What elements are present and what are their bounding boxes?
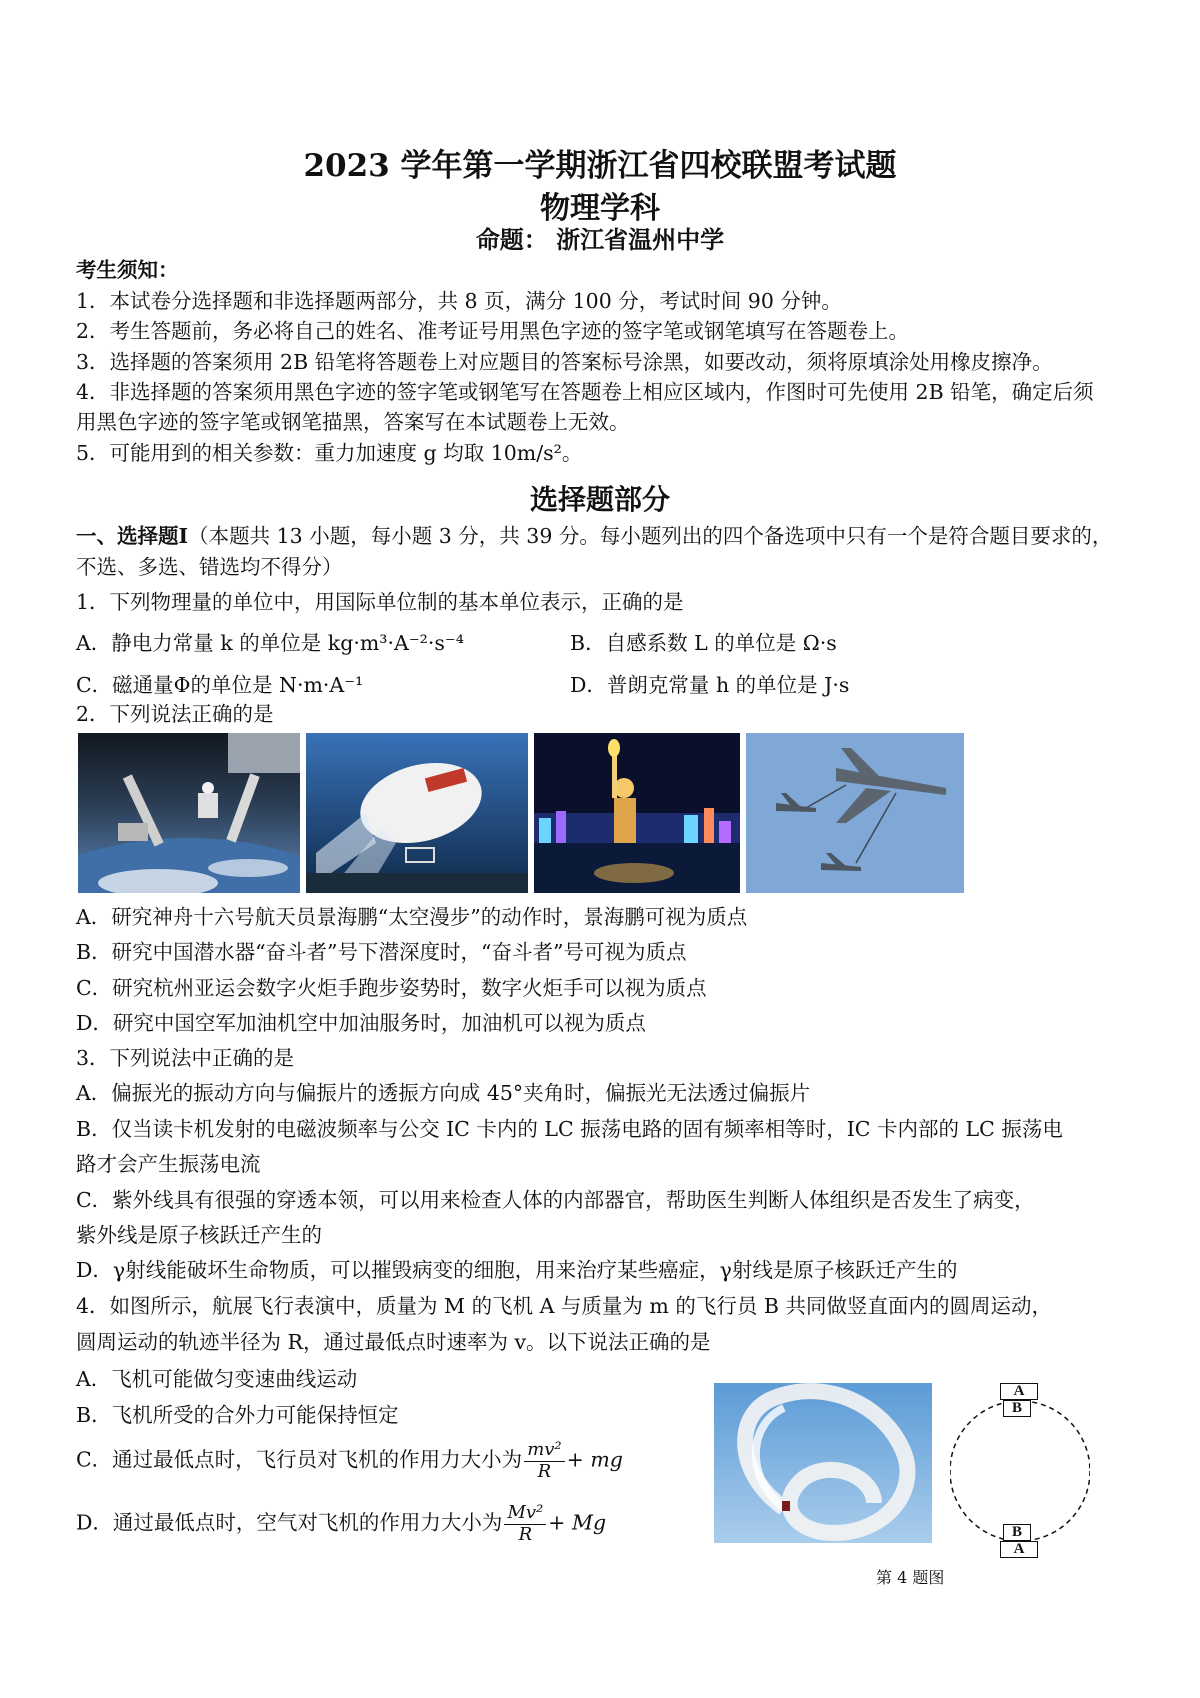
torchbearer-photo: [534, 733, 740, 893]
exam-title: 2023 学年第一学期浙江省四校联盟考试题: [303, 148, 897, 184]
q4-option-c-fraction: [524, 1440, 564, 1482]
q4-option-b: B．飞机所受的合外力可能保持恒定: [76, 1403, 399, 1427]
pilot-b-bottom-box: B: [1003, 1524, 1031, 1541]
q1-option-c: C．磁通量Φ的单位是 N·m·A⁻¹: [76, 673, 364, 697]
q1-option-b: B．自感系数 L 的单位是 Ω·s: [570, 631, 837, 655]
refueling-photo: [746, 733, 964, 893]
q3-stem: 3．下列说法中正确的是: [76, 1046, 295, 1070]
q4-option-d: [76, 1503, 606, 1545]
q2-stem: 2．下列说法正确的是: [76, 702, 274, 726]
q4-option-c-tail: + mg: [566, 1447, 623, 1472]
q2-option-d: D．研究中国空军加油机空中加油服务时，加油机可以视为质点: [76, 1011, 646, 1035]
q4-stem-cont: 圆周运动的轨迹半径为 R，通过最低点时速率为 v。以下说法正确的是: [76, 1330, 711, 1354]
q4-option-a: A．飞机可能做匀变速曲线运动: [76, 1367, 358, 1391]
part1-desc: （本题共 13 小题，每小题 3 分，共 39 分。每小题列出的四个备选项中只有一个是符合题目要求的，: [188, 524, 1113, 548]
q3-option-b-cont: 路才会产生振荡电流: [76, 1152, 261, 1176]
q3-option-b: B．仅当读卡机发射的电磁波频率与公交 IC 卡内的 LC 振荡电路的固有频率相等时，IC 卡内部的 LC 振荡电: [76, 1117, 1063, 1141]
q4-option-d-denominator: R: [518, 1523, 533, 1545]
submersible-photo: [306, 733, 528, 893]
notice-item: 用黑色字迹的签字笔或钢笔描黑，答案写在本试题卷上无效。: [76, 410, 630, 434]
pilot-b-top-box: B: [1003, 1400, 1031, 1417]
q2-option-a: A．研究神舟十六号航天员景海鹏“太空漫步”的动作时，景海鹏可视为质点: [76, 905, 748, 929]
section-title: 选择题部分: [529, 483, 670, 516]
subject-title: 物理学科: [540, 191, 660, 226]
part1-desc-2: 不选、多选、错选均不得分）: [76, 555, 343, 579]
q2-option-b: B．研究中国潜水器“奋斗者”号下潜深度时，“奋斗者”号可视为质点: [76, 940, 687, 964]
plane-a-bottom-box: A: [1000, 1541, 1038, 1558]
notice-heading: 考生须知：: [76, 258, 179, 282]
notice-item: 3．选择题的答案须用 2B 铅笔将答题卷上对应题目的答案标号涂黑，如要改动，须将原填涂处用橡皮擦净。: [76, 350, 1053, 374]
q2-option-c: C．研究杭州亚运会数字火炬手跑步姿势时，数字火炬手可以视为质点: [76, 976, 707, 1000]
q4-stem: 4．如图所示，航展飞行表演中，质量为 M 的飞机 A 与质量为 m 的飞行员 B 共同做竖直面内的圆周运动，: [76, 1294, 1052, 1318]
q4-option-d-fraction: [504, 1503, 546, 1545]
q4-option-d-tail: + Mg: [548, 1510, 607, 1535]
q1-stem: 1．下列物理量的单位中，用国际单位制的基本单位表示，正确的是: [76, 590, 684, 614]
q4-option-d-text: D．通过最低点时，空气对飞机的作用力大小为: [76, 1510, 503, 1535]
q3-option-a: A．偏振光的振动方向与偏振片的透振方向成 45°夹角时，偏振光无法透过偏振片: [76, 1081, 811, 1105]
q4-option-c-numerator: mv²: [524, 1440, 564, 1462]
q4-option-c-text: C．通过最低点时，飞行员对飞机的作用力大小为: [76, 1447, 523, 1472]
q3-option-c-cont: 紫外线是原子核跃迁产生的: [76, 1223, 322, 1247]
notice-item: 2．考生答题前，务必将自己的姓名、准考证号用黑色字迹的签字笔或钢笔填写在答题卷上。: [76, 319, 910, 343]
q4-option-d-numerator: Mv²: [504, 1503, 546, 1525]
notice-item: 5．可能用到的相关参数：重力加速度 g 均取 10m/s²。: [76, 441, 583, 465]
notice-item: 1．本试卷分选择题和非选择题两部分，共 8 页，满分 100 分，考试时间 90 分钟。: [76, 289, 842, 313]
part1-heading: 一、选择题Ⅰ: [76, 524, 189, 548]
author-line: 命题： 浙江省温州中学: [475, 225, 725, 254]
q1-option-a: A．静电力常量 k 的单位是 kg·m³·A⁻²·s⁻⁴: [76, 631, 464, 655]
airshow-photo: [714, 1383, 932, 1543]
circle-diagram: [950, 1383, 1090, 1557]
q3-option-d: D．γ射线能破坏生命物质，可以摧毁病变的细胞，用来治疗某些癌症，γ射线是原子核跃迁产生的: [76, 1258, 958, 1282]
notice-item: 4．非选择题的答案须用黑色字迹的签字笔或钢笔写在答题卷上相应区域内，作图时可先使用 2B 铅笔，确定后须: [76, 380, 1094, 404]
q4-option-c: [76, 1440, 623, 1482]
q4-option-c-denominator: R: [537, 1460, 552, 1482]
plane-a-top-box: A: [1000, 1383, 1038, 1400]
spacewalk-photo: [78, 733, 300, 893]
q3-option-c: C．紫外线具有很强的穿透本领，可以用来检查人体的内部器官，帮助医生判断人体组织是否发生了病变，: [76, 1188, 1035, 1212]
q1-option-d: D．普朗克常量 h 的单位是 J·s: [570, 673, 850, 697]
part1-intro: [76, 524, 1112, 549]
figure-caption: 第 4 题图: [876, 1568, 945, 1587]
